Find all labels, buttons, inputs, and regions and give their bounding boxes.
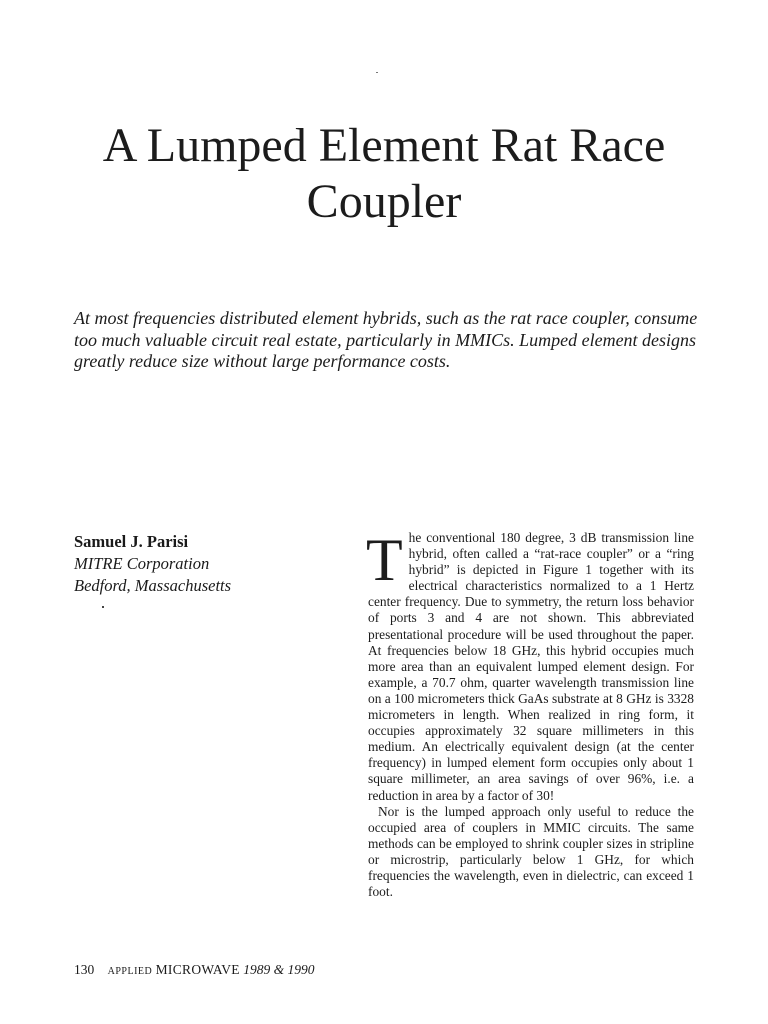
body-column bbox=[366, 527, 694, 900]
scan-speck-2 bbox=[102, 606, 104, 608]
article-title: A Lumped Element Rat Race Coupler bbox=[102, 119, 666, 228]
scan-speck bbox=[376, 72, 378, 73]
author-location: Bedford, Massachusetts bbox=[74, 576, 232, 595]
author-affiliation: MITRE Corporation bbox=[74, 554, 210, 573]
journal-years: 1989 & 1990 bbox=[243, 962, 315, 977]
article-abstract: At most frequencies distributed element hybrids, such as the rat race coupler, consume too much valuable circuit real estate, particularly in MMICs. Lumped element designs greatly reduce size without large performance costs. bbox=[74, 308, 698, 371]
body-paragraph-2: Nor is the lumped approach only useful to reduce the occupied area of couplers in MMIC circuits. The same methods can be employed to shrink coupler sizes in stripline or microstrip, particularly below 1 GHz, for which frequencies the wavelength, even in dielectric, can exceed 1 foot. bbox=[368, 803, 694, 900]
page-number: 130 bbox=[74, 962, 95, 977]
paragraph-1-text: he conventional 180 degree, 3 dB transmission line hybrid, often called a “rat-race coupler” or a “ring hybrid” is depicted in Figure 1 together with its electrical characteristics normalized to a 1 Hertz center frequency. Due to symmetry, the return loss behavior of ports 3 and 4 are not shown. This abbreviated presentational procedure will be used throughout the paper. At frequencies below 18 GHz, this hybrid occupies much more area than an equivalent lumped element design. For example, a 70.7 ohm, quarter wavelength transmission line on a 100 micrometers thick GaAs substrate at 8 GHz is 3328 micrometers in length. When realized in ring form, it occupies approximately 32 square millimeters in this medium. An electrically equivalent design (at the center frequency) in lumped element form occupies only about 1 square millimeter, an area savings of over 96%, i.e. a reduction in area by a factor of 30! bbox=[368, 530, 694, 803]
page-footer bbox=[74, 962, 474, 980]
journal-applied: APPLIED bbox=[107, 966, 153, 977]
journal-name: MICROWAVE bbox=[155, 962, 240, 977]
author-name: Samuel J. Parisi bbox=[74, 532, 189, 551]
author-block bbox=[74, 531, 324, 597]
body-paragraph-1 bbox=[366, 527, 694, 804]
drop-cap: T bbox=[366, 527, 403, 593]
